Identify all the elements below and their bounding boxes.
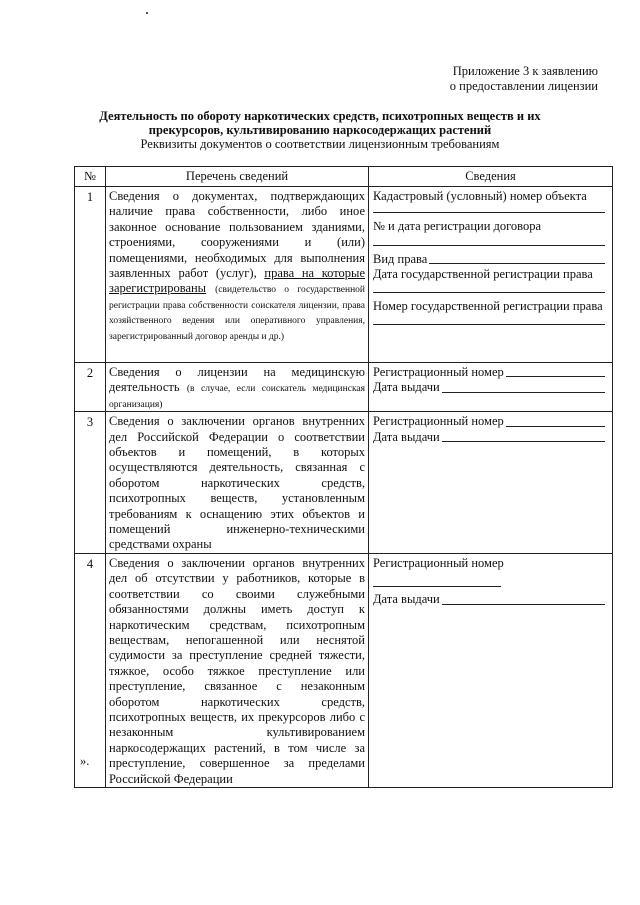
description-link-text: права на которые зарегистрированы bbox=[109, 266, 365, 296]
reg-number-field-line[interactable] bbox=[506, 366, 605, 377]
issue-date-field-line[interactable] bbox=[442, 382, 605, 393]
issue-date-line bbox=[373, 380, 609, 395]
issue-date-label: Дата выдачи bbox=[373, 380, 440, 395]
row-number: 4 bbox=[75, 553, 106, 787]
closing-quote: ». bbox=[80, 754, 90, 768]
description-note: (в случае, если соискатель медицинская организация) bbox=[109, 384, 366, 410]
cadastral-field-line[interactable] bbox=[373, 211, 605, 213]
appendix-header bbox=[420, 64, 598, 94]
row-number: 1 bbox=[75, 187, 106, 363]
table-header-row bbox=[75, 167, 613, 187]
header-list: Перечень сведений bbox=[106, 167, 369, 187]
right-type-label: Вид права bbox=[373, 251, 428, 266]
description-text: Сведения о лицензии на медицинскую деятельность bbox=[109, 365, 365, 395]
description-text: Сведения о заключении органов внутренних дел об отсутствии у работников, которые в соответствии со своими служебными обязанностями должны иметь доступ к наркотическим средствам, психотропным веществам, непогашенной или неснятой судимости за преступление средней тяжести, тяжкое, особо тяжкое преступление или преступление, связанное с незаконным оборотом наркотических средств, психотропных веществ, их прекурсоров либо с незаконным культивированием наркосодержащих растений, в том числе за преступление, совершенное за пределами Российской Федерации bbox=[109, 555, 365, 786]
table-row bbox=[75, 553, 613, 787]
reg-number-field-line[interactable] bbox=[373, 323, 605, 325]
table-row bbox=[75, 187, 613, 363]
issue-date-line bbox=[373, 430, 609, 445]
reg-number-line bbox=[373, 414, 609, 429]
document-title bbox=[60, 109, 580, 137]
row-info bbox=[369, 187, 613, 363]
issue-date-field-line[interactable] bbox=[442, 594, 605, 605]
right-type-line bbox=[373, 252, 609, 267]
reg-date-label: Дата государственной регистрации права bbox=[373, 267, 593, 282]
description-note: (свидетельство о государственной регистрации права собственности соискателя лицензии, права хозяйственного ведения или оперативного управления, зарегистрированный договор аренды и др.) bbox=[109, 285, 366, 342]
row-number: 2 bbox=[75, 363, 106, 412]
header-info: Сведения bbox=[369, 167, 613, 187]
scan-dot bbox=[146, 12, 148, 14]
appendix-line-1: Приложение 3 к заявлению bbox=[452, 64, 598, 78]
contract-field-line[interactable] bbox=[373, 244, 605, 246]
row-description bbox=[106, 363, 369, 412]
row-description bbox=[106, 553, 369, 787]
row-info bbox=[369, 553, 613, 787]
reg-number-field-line[interactable] bbox=[506, 416, 605, 427]
cadastral-label: Кадастровый (условный) номер объекта bbox=[373, 189, 587, 203]
reg-number-label: Регистрационный номер bbox=[373, 414, 504, 429]
title-line-1: Деятельность по обороту наркотических средств, психотропных веществ и их bbox=[99, 109, 541, 123]
issue-date-field-line[interactable] bbox=[442, 431, 605, 442]
reg-number-line bbox=[373, 365, 609, 380]
reg-number-label: Регистрационный номер bbox=[373, 365, 504, 379]
row-info bbox=[369, 363, 613, 412]
reg-number-label: Регистрационный номер bbox=[373, 555, 504, 570]
title-line-2: прекурсоров, культивированию наркосодержащих растений bbox=[148, 123, 492, 137]
appendix-line-2: о предоставлении лицензии bbox=[449, 79, 598, 93]
contract-label: № и дата регистрации договора bbox=[373, 219, 542, 234]
row-description bbox=[106, 187, 369, 363]
description-text: Сведения о документах, подтверждающих наличие права собственности, либо иное законное основание пользованием зданиями, строениями, сооружениями и (или) помещениями, необходимых для выполнения заявленных работ (услуг), bbox=[109, 189, 365, 281]
issue-date-line bbox=[373, 592, 609, 607]
row-number: 3 bbox=[75, 412, 106, 554]
issue-date-label: Дата выдачи bbox=[373, 429, 440, 444]
table-row bbox=[75, 412, 613, 554]
header-number: № bbox=[75, 167, 106, 187]
right-type-field-line[interactable] bbox=[429, 253, 605, 264]
table-row bbox=[75, 363, 613, 412]
requisites-table bbox=[74, 166, 613, 788]
reg-number-field-line[interactable] bbox=[373, 585, 501, 587]
description-text: Сведения о заключении органов внутренних дел Российской Федерации о соответствии объектов и помещений, в которых осуществляются деятельность, связанная с оборотом наркотических средств, психотропных веществ, установленным требованиям к оснащению этих объектов и помещений инженерно-техническими средствами охраны bbox=[109, 414, 365, 552]
issue-date-label: Дата выдачи bbox=[373, 592, 440, 607]
row-description bbox=[106, 412, 369, 554]
row-info bbox=[369, 412, 613, 554]
reg-number-label: Номер государственной регистрации права bbox=[373, 298, 603, 313]
reg-date-field-line[interactable] bbox=[373, 291, 605, 293]
document-subtitle: Реквизиты документов о соответствии лицензионным требованиям bbox=[140, 137, 500, 151]
